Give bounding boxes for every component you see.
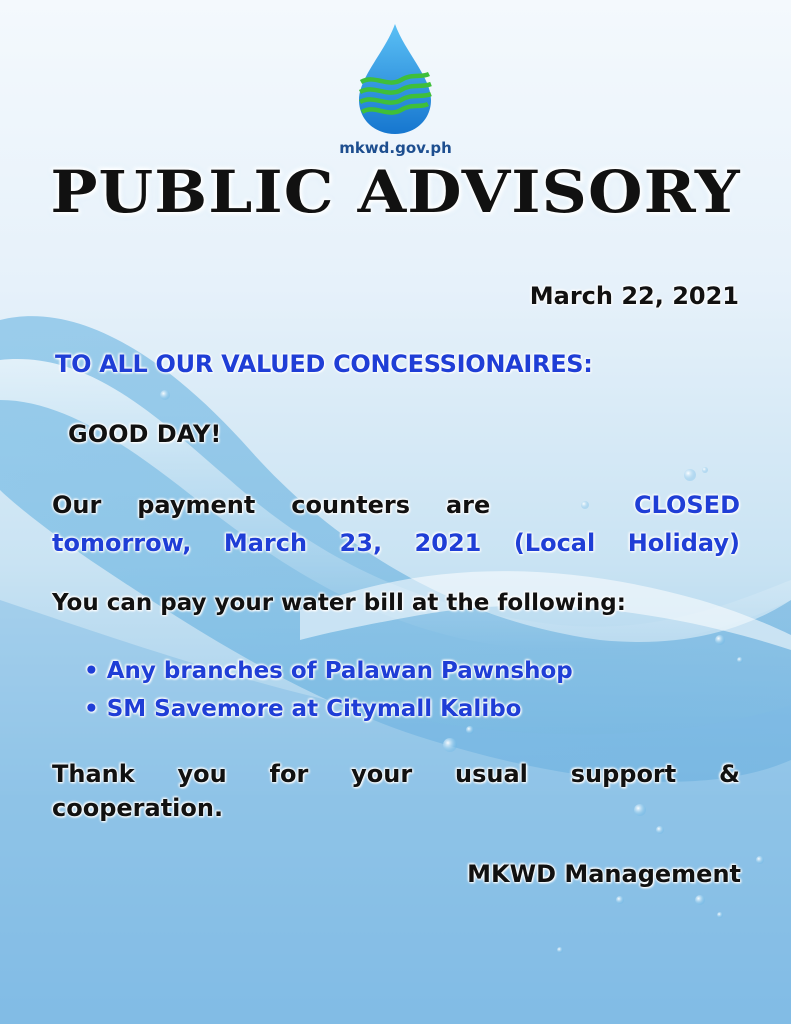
- advisory-date: March 22, 2021: [529, 282, 739, 310]
- payment-intro: You can pay your water bill at the following:: [52, 590, 626, 616]
- thanks-line-2: cooperation.: [52, 794, 224, 822]
- list-item: [84, 693, 573, 731]
- payment-options-list: [84, 655, 573, 731]
- notice-text: Our payment counters are: [52, 491, 491, 519]
- thanks-line-1: Thank you for your usual support &: [52, 760, 740, 788]
- closed-highlight: CLOSED: [633, 491, 740, 519]
- list-item: [84, 655, 573, 693]
- bullet-icon: •: [84, 658, 99, 684]
- website-url: mkwd.gov.ph: [339, 139, 452, 157]
- bullet-icon: •: [84, 696, 99, 722]
- salutation: TO ALL OUR VALUED CONCESSIONAIRES:: [55, 350, 593, 378]
- signature: MKWD Management: [467, 860, 741, 888]
- notice-line-1: [52, 486, 740, 524]
- greeting: GOOD DAY!: [68, 420, 222, 448]
- payment-option-label: SM Savemore at Citymall Kalibo: [106, 696, 522, 722]
- mkwd-logo: [355, 22, 435, 140]
- thank-you-message: [52, 757, 740, 825]
- page-title: PUBLIC ADVISORY: [50, 158, 741, 226]
- closure-notice: [52, 486, 740, 562]
- notice-line-2: tomorrow, March 23, 2021 (Local Holiday): [52, 529, 740, 557]
- payment-option-label: Any branches of Palawan Pawnshop: [106, 658, 573, 684]
